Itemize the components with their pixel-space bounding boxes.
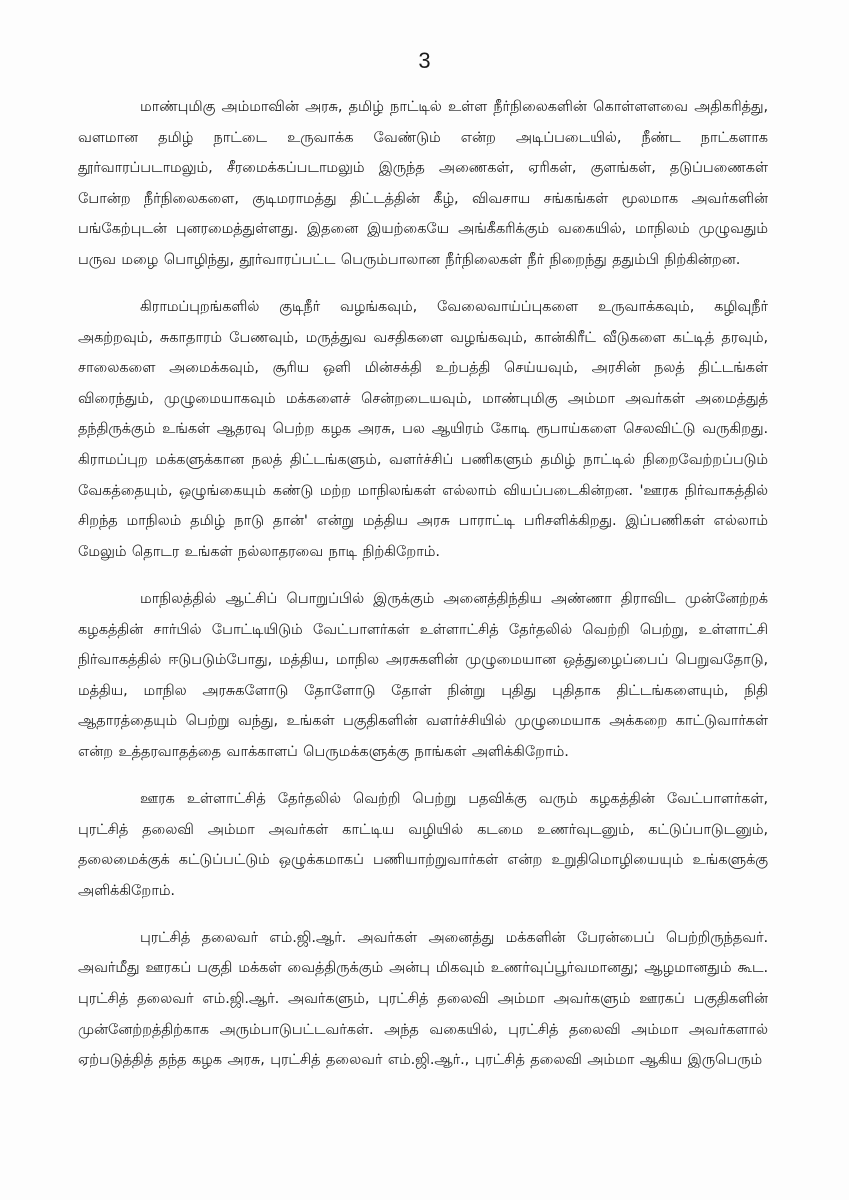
paragraph-rural-welfare: கிராமப்புறங்களில் குடிநீர் வழங்கவும், வேலைவாய்ப்புகளை உருவாக்கவும், கழிவுநீர் அகற்றவும், சுகாதாரம் பேணவும், மருத்துவ வசதிகளை வழங்கவும், கான்கிரீட் வீடுகளை கட்டித் தரவும், சாலைகளை அமைக்கவும், சூரிய ஒளி மின்சக்தி உற்பத்தி செய்யவும், அரசின் நலத் திட்டங்கள் விரைந்தும், முழுமையாகவும் மக்களைச் சென்றடையவும், மாண்புமிகு அம்மா அவர்கள் அமைத்துத் தந்திருக்கும் உங்கள் ஆதரவு பெற்ற கழக அரசு, பல ஆயிரம் கோடி ரூபாய்களை செலவிட்டு வருகிறது. கிராமப்புற மக்களுக்கான நலத் திட்டங்களும், வளர்ச்சிப் பணிகளும் தமிழ் நாட்டில் நிறைவேற்றப்படும் வேகத்தையும், ஒழுங்கையும் கண்டு மற்ற மாநிலங்கள் எல்லாம் வியப்படைகின்றன. 'ஊரக நிர்வாகத்தில் சிறந்த மாநிலம் தமிழ் நாடு தான்' என்று மத்திய அரசு பாராட்டி பரிசளிக்கிறது. இப்பணிகள் எல்லாம் மேலும் தொடர உங்கள் நல்லாதரவை நாடி நிற்கிறோம்.: [78, 298, 768, 560]
page-number: 3: [418, 48, 431, 73]
paragraph-water-bodies: மாண்புமிகு அம்மாவின் அரசு, தமிழ் நாட்டில் உள்ள நீர்நிலைகளின் கொள்ளளவை அதிகரித்து, வளமான தமிழ் நாட்டை உருவாக்க வேண்டும் என்ற அடிப்படையில், நீண்ட நாட்களாக தூர்வாரப்படாமலும், சீரமைக்கப்படாமலும் இருந்த அணைகள், ஏரிகள், குளங்கள், தடுப்பணைகள் போன்ற நீர்நிலைகளை, குடிமராமத்து திட்டத்தின் கீழ், விவசாய சங்கங்கள் மூலமாக அவர்களின் பங்கேற்புடன் புனரமைத்துள்ளது. இதனை இயற்கையே அங்கீகரிக்கும் வகையில், மாநிலம் முழுவதும் பருவ மழை பொழிந்து, தூர்வாரப்பட்ட பெரும்பாலான நீர்நிலைகள் நீர் நிறைந்து ததும்பி நிற்கின்றன.: [78, 98, 768, 268]
document-body: [78, 92, 768, 1092]
paragraph-pledge: ஊரக உள்ளாட்சித் தேர்தலில் வெற்றி பெற்று பதவிக்கு வரும் கழகத்தின் வேட்பாளர்கள், புரட்சித் தலைவி அம்மா அவர்கள் காட்டிய வழியில் கடமை உணர்வுடனும், கட்டுப்பாடுடனும், தலைமைக்குக் கட்டுப்பட்டும் ஒழுக்கமாகப் பணியாற்றுவார்கள் என்ற உறுதிமொழியையும் உங்களுக்கு அளிக்கிறோம்.: [78, 789, 768, 899]
paragraph-mgr-amma: புரட்சித் தலைவர் எம்.ஜி.ஆர். அவர்கள் அனைத்து மக்களின் பேரன்பைப் பெற்றிருந்தவர். அவர்மீது ஊரகப் பகுதி மக்கள் வைத்திருக்கும் அன்பு மிகவும் உணர்வுப்பூர்வமானது; ஆழமானதும் கூட. புரட்சித் தலைவர் எம்.ஜி.ஆர். அவர்களும், புரட்சித் தலைவி அம்மா அவர்களும் ஊரகப் பகுதிகளின் முன்னேற்றத்திற்காக அரும்பாடுபட்டவர்கள். அந்த வகையில், புரட்சித் தலைவி அம்மா அவர்களால் ஏற்படுத்தித் தந்த கழக அரசு, புரட்சித் தலைவர் எம்.ஜி.ஆர்., புரட்சித் தலைவி அம்மா ஆகிய இருபெரும்: [78, 928, 768, 1069]
paragraph-candidates-assurance: மாநிலத்தில் ஆட்சிப் பொறுப்பில் இருக்கும் அனைத்திந்திய அண்ணா திராவிட முன்னேற்றக் கழகத்தின் சார்பில் போட்டியிடும் வேட்பாளர்கள் உள்ளாட்சித் தேர்தலில் வெற்றி பெற்று, உள்ளாட்சி நிர்வாகத்தில் ஈடுபடும்போது, மத்திய, மாநில அரசுகளின் முழுமையான ஒத்துழைப்பைப் பெறுவதோடு, மத்திய, மாநில அரசுகளோடு தோளோடு தோள் நின்று புதிது புதிதாக திட்டங்களையும், நிதி ஆதாரத்தையும் பெற்று வந்து, உங்கள் பகுதிகளின் வளர்ச்சியில் முழுமையாக அக்கறை காட்டுவார்கள் என்ற உத்தரவாதத்தை வாக்காளப் பெருமக்களுக்கு நாங்கள் அளிக்கிறோம்.: [78, 589, 768, 760]
